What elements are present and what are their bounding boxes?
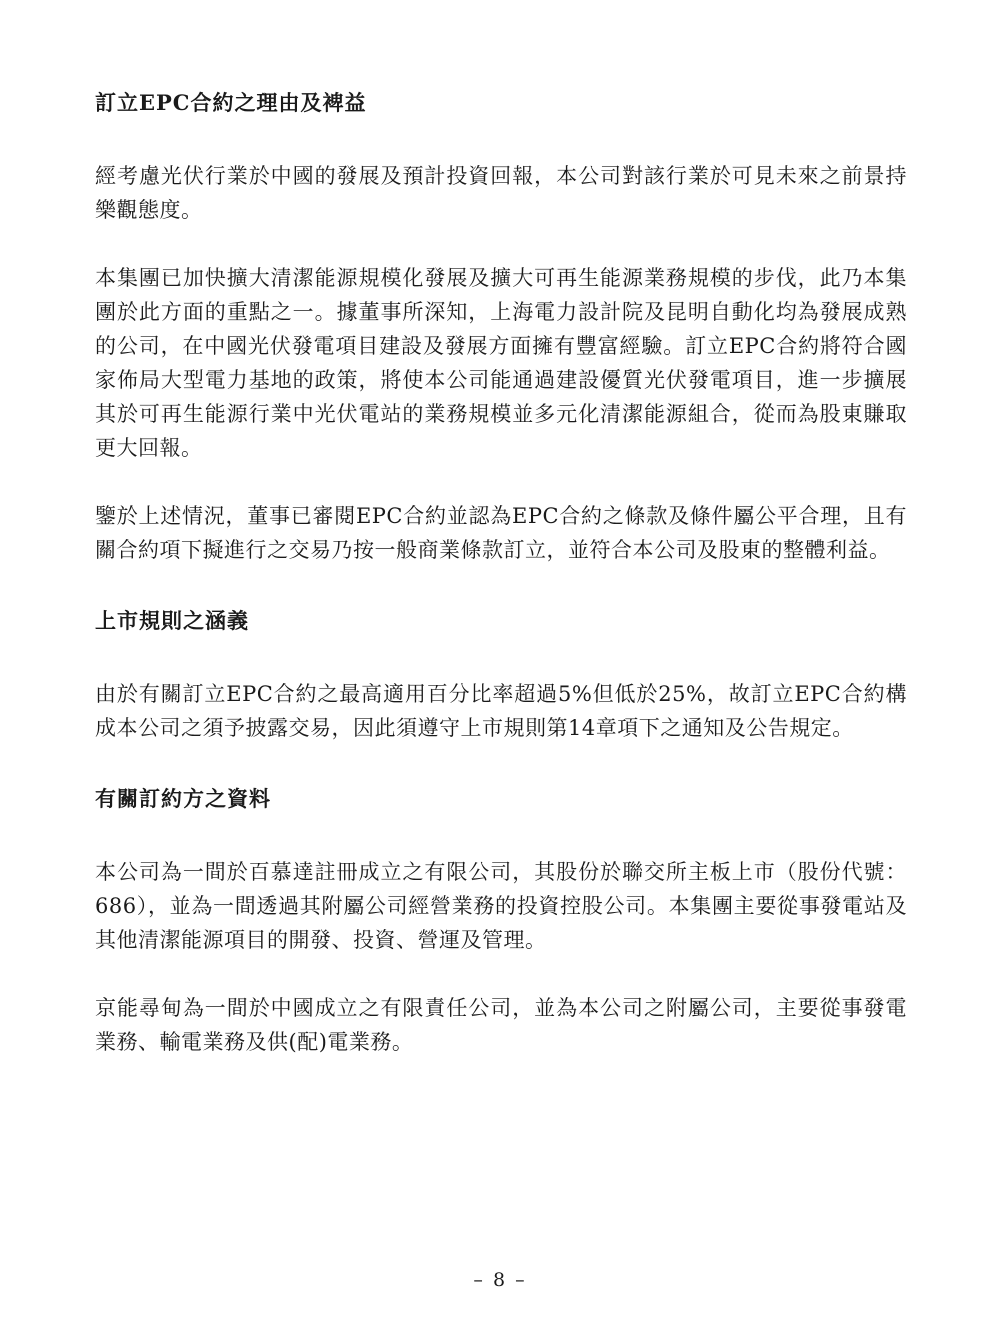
section-heading: 有關訂約方之資料 bbox=[95, 786, 271, 811]
paragraph: 本公司為一間於百慕達註冊成立之有限公司，其股份於聯交所主板上市（股份代號：686），並為一間透過其附屬公司經營業務的投資控股公司。本集團主要從事發電站及其他清潔能源項目的開發、投資、營運及管理。 bbox=[95, 860, 907, 952]
paragraph: 京能尋甸為一間於中國成立之有限責任公司，並為本公司之附屬公司，主要從事發電業務、輸電業務及供(配)電業務。 bbox=[95, 996, 907, 1054]
section-parties-information bbox=[95, 779, 907, 1059]
section-heading: 上市規則之涵義 bbox=[95, 608, 249, 633]
paragraph: 鑒於上述情況，董事已審閱EPC合約並認為EPC合約之條款及條件屬公平合理，且有關合約項下擬進行之交易乃按一般商業條款訂立，並符合本公司及股東的整體利益。 bbox=[95, 504, 907, 562]
section-reasons-and-benefits bbox=[95, 83, 907, 567]
paragraph: 由於有關訂立EPC合約之最高適用百分比率超過5%但低於25%，故訂立EPC合約構成本公司之須予披露交易，因此須遵守上市規則第14章項下之通知及公告規定。 bbox=[95, 682, 907, 740]
document-body bbox=[95, 83, 907, 1059]
section-heading: 訂立EPC合約之理由及裨益 bbox=[95, 90, 367, 115]
section-listing-rules-implications bbox=[95, 601, 907, 745]
page-number: – 8 – bbox=[473, 1269, 527, 1291]
paragraph: 經考慮光伏行業於中國的發展及預計投資回報，本公司對該行業於可見未來之前景持樂觀態度。 bbox=[95, 164, 907, 222]
paragraph: 本集團已加快擴大清潔能源規模化發展及擴大可再生能源業務規模的步伐，此乃本集團於此方面的重點之一。據董事所深知，上海電力設計院及昆明自動化均為發展成熟的公司，在中國光伏發電項目建設及發展方面擁有豐富經驗。訂立EPC合約將符合國家佈局大型電力基地的政策，將使本公司能通過建設優質光伏發電項目，進一步擴展其於可再生能源行業中光伏電站的業務規模並多元化清潔能源組合，從而為股東賺取更大回報。 bbox=[95, 266, 907, 460]
